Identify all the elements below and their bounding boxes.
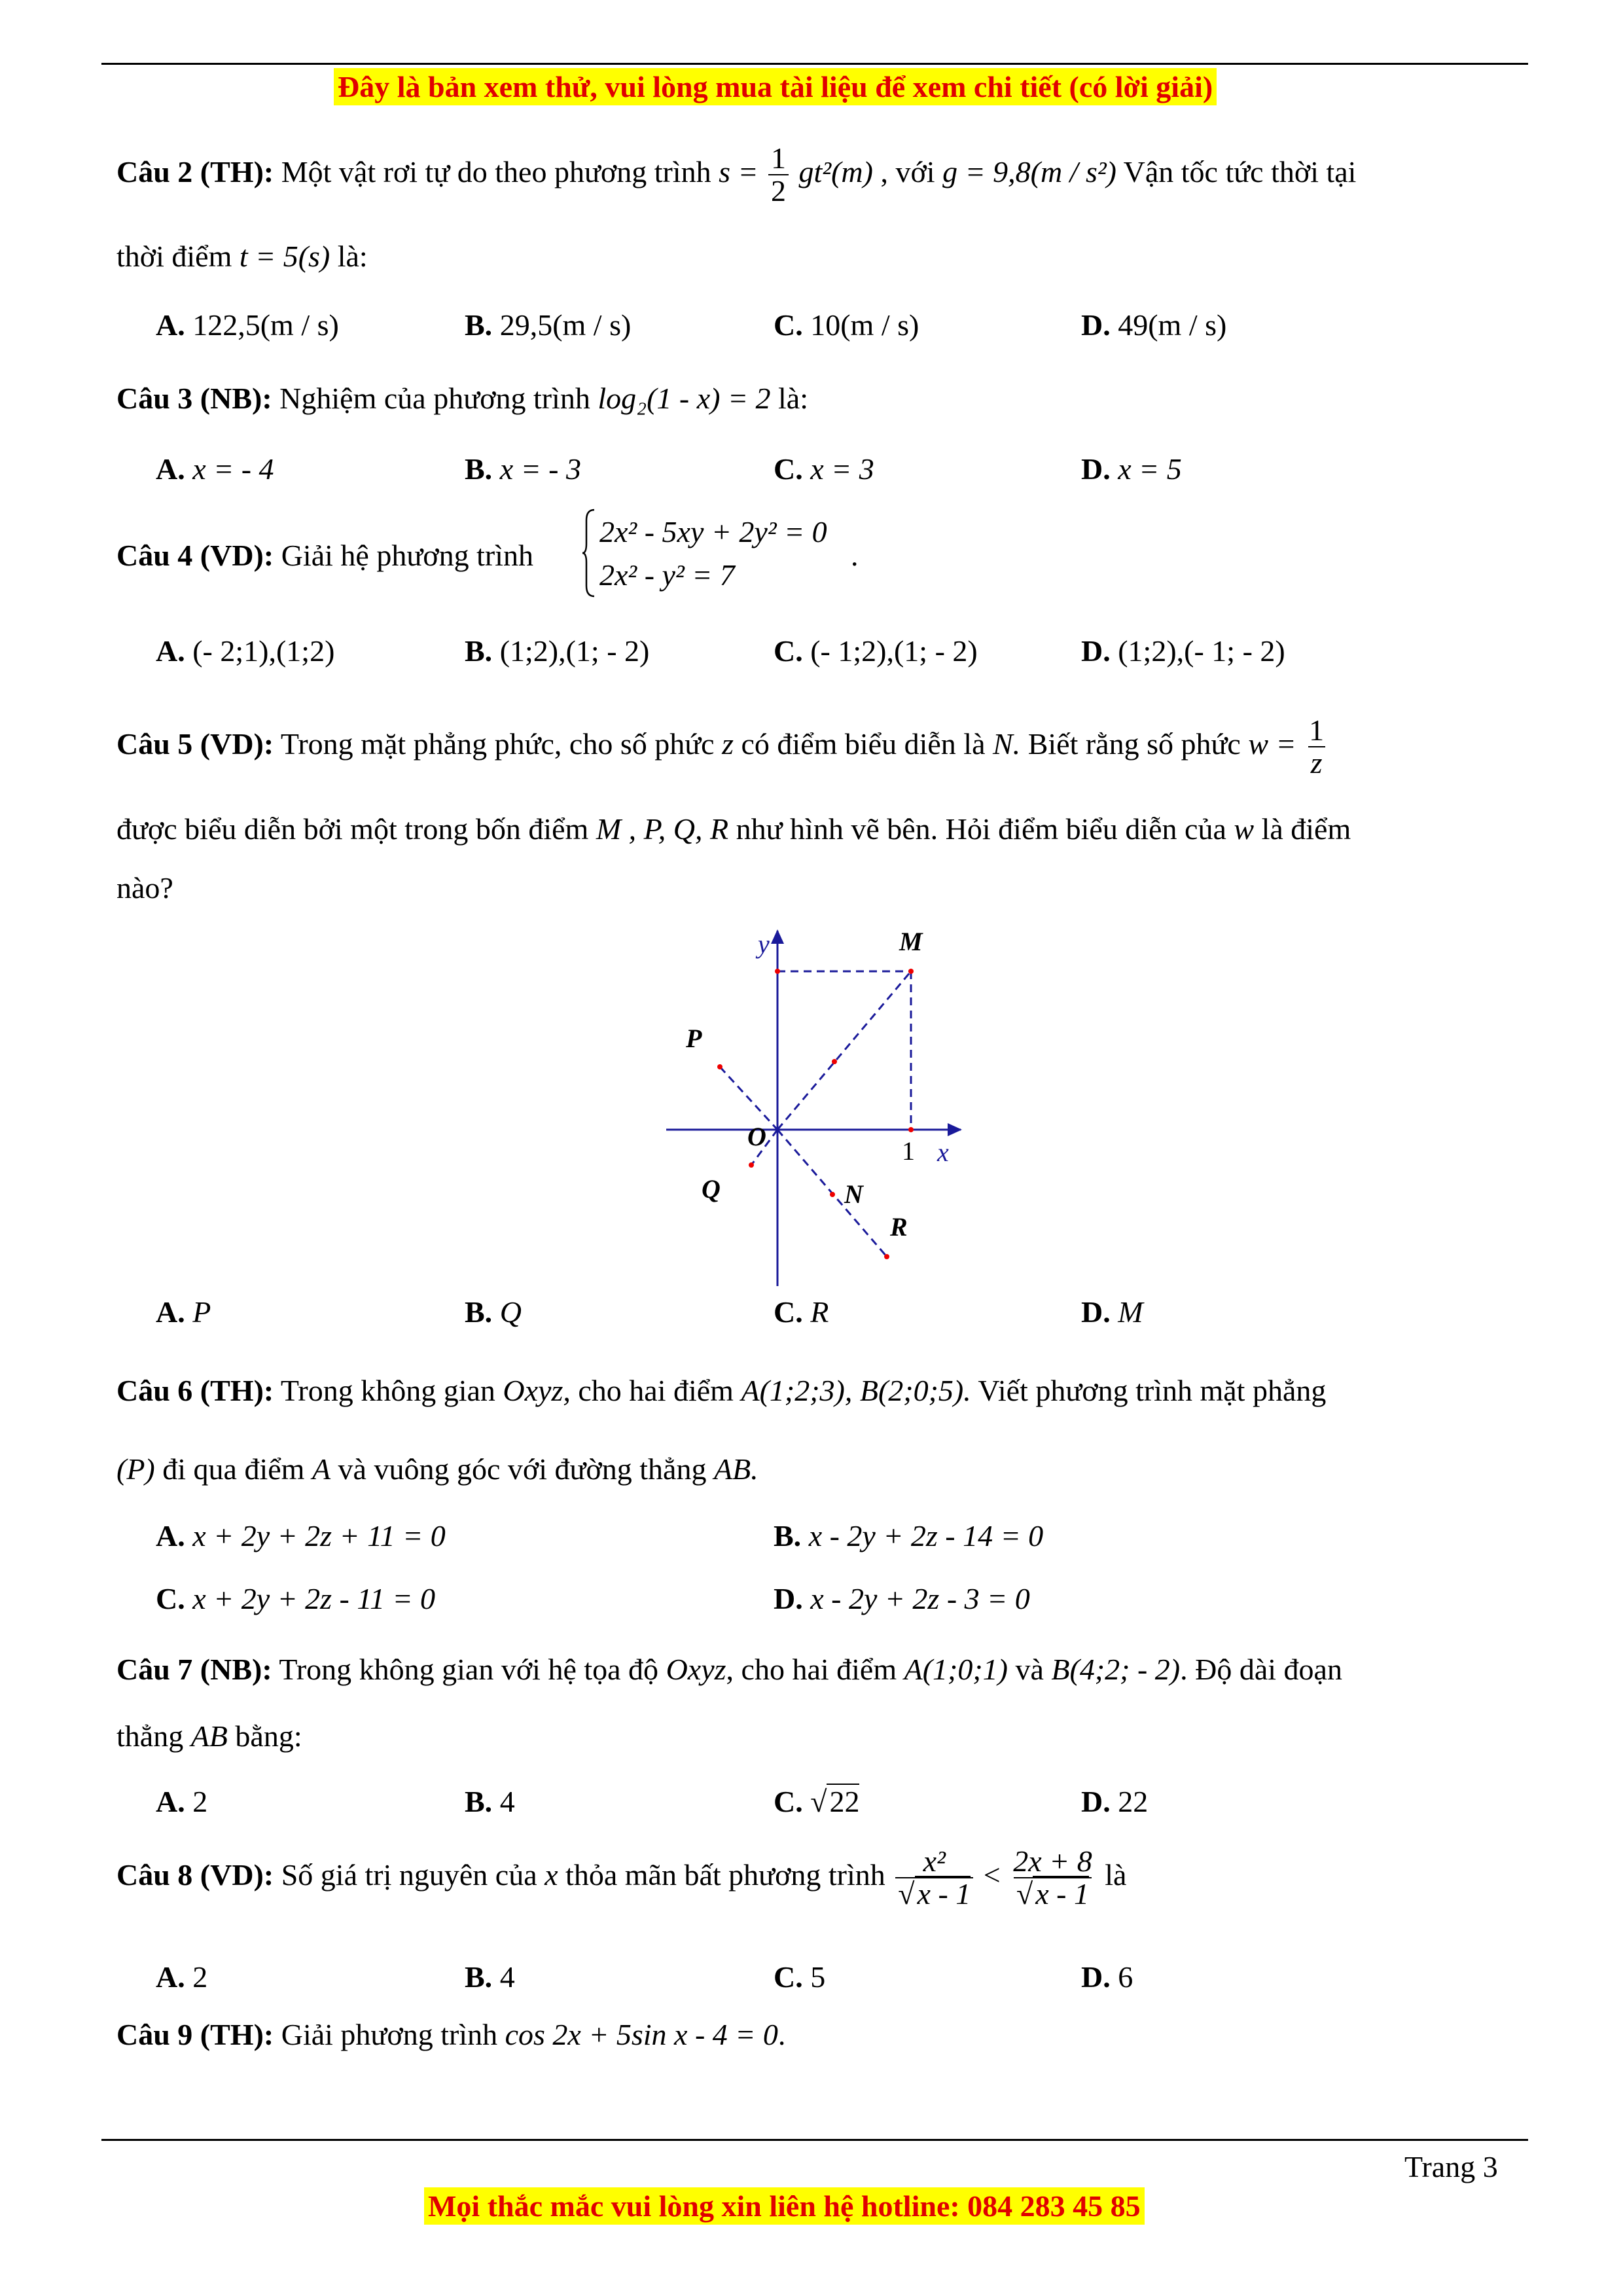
- question-label: Câu 9 (TH):: [116, 2018, 274, 2051]
- label-M: M: [899, 927, 923, 956]
- sqrt-radicand: x - 1: [1033, 1876, 1089, 1910]
- q2-option-b[interactable]: [465, 308, 631, 342]
- question-9-line-1: [116, 2017, 785, 2052]
- question-text: là: [1105, 1857, 1127, 1892]
- question-text: , cho hai điểm: [726, 1653, 897, 1686]
- question-text: Giải hệ phương trình: [281, 539, 533, 572]
- q2-option-c[interactable]: [774, 308, 919, 342]
- question-text: Giải phương trình: [281, 2018, 498, 2051]
- question-text: bằng:: [235, 1719, 302, 1753]
- option-value: M: [1118, 1295, 1143, 1329]
- system-brace: [581, 507, 597, 599]
- question-label: Câu 7 (NB):: [116, 1653, 272, 1686]
- question-label: Câu 8 (VD):: [116, 1857, 274, 1892]
- math-AB: AB.: [713, 1452, 758, 1486]
- fraction-lhs: [895, 1846, 973, 1910]
- option-value: x + 2y + 2z - 11 = 0: [192, 1582, 435, 1615]
- question-3-line-1: [116, 381, 808, 416]
- option-value: 6: [1118, 1960, 1133, 1994]
- x-axis-label: x: [937, 1138, 949, 1167]
- system-period: .: [851, 539, 859, 572]
- q5-option-c[interactable]: [774, 1295, 829, 1329]
- question-5-line-3: nào?: [116, 871, 173, 905]
- math-x: x: [544, 1857, 558, 1892]
- fraction-one-over-z: [1306, 715, 1327, 780]
- option-letter: D.: [1081, 1295, 1111, 1329]
- question-text: được biểu diễn bởi một trong bốn điểm: [116, 812, 589, 846]
- question-text: Biết rằng số phức: [1027, 726, 1241, 761]
- question-5-line-1: [116, 715, 1329, 780]
- point-Q: [749, 1162, 754, 1168]
- math-trig-equation: cos 2x + 5sin x - 4 = 0: [505, 2018, 778, 2051]
- option-letter: B.: [774, 1519, 802, 1552]
- math-t: t = 5(s): [239, 240, 330, 273]
- q8-option-a[interactable]: [156, 1960, 207, 1994]
- less-than-sign: <: [983, 1857, 1001, 1892]
- header-rule: [101, 63, 1528, 65]
- fraction-numerator: 2x + 8: [1013, 1844, 1092, 1878]
- math-g: g = 9,8(m / s²): [942, 154, 1116, 188]
- q6-option-a[interactable]: [156, 1518, 446, 1553]
- question-label: Câu 4 (VD):: [116, 539, 274, 572]
- tick-label-1: 1: [902, 1136, 915, 1166]
- q7-option-d[interactable]: [1081, 1784, 1148, 1819]
- question-4-line-1: [116, 538, 533, 573]
- question-7-line-1: [116, 1652, 1342, 1687]
- question-text: .: [777, 2018, 786, 2051]
- question-text: đi qua điểm: [162, 1452, 305, 1486]
- question-text: cho hai điểm: [578, 1374, 734, 1407]
- q3-option-d[interactable]: [1081, 452, 1182, 486]
- math-w: w =: [1248, 726, 1296, 761]
- page-number: Trang 3: [1404, 2150, 1498, 2183]
- q4-option-a[interactable]: [156, 634, 334, 668]
- fraction-one-half: [768, 143, 789, 207]
- math-points: A(1;2;3), B(2;0;5).: [741, 1374, 971, 1407]
- option-letter: A.: [156, 1295, 185, 1329]
- question-text: thỏa mãn bất phương trình: [565, 1857, 885, 1892]
- q4-option-b[interactable]: [465, 634, 649, 668]
- math-oxyz: Oxyz,: [503, 1374, 571, 1407]
- y-axis-arrow-icon: [771, 929, 784, 944]
- q3-option-c[interactable]: [774, 452, 874, 486]
- option-value: 10(m / s): [810, 308, 919, 342]
- option-value: Q: [499, 1295, 522, 1329]
- option-letter: B.: [465, 308, 493, 342]
- q8-option-d[interactable]: [1081, 1960, 1133, 1994]
- question-text: và: [1015, 1653, 1044, 1686]
- question-text: Trong mặt phẳng phức, cho số phức: [280, 726, 715, 761]
- option-letter: A.: [156, 1960, 185, 1994]
- option-letter: A.: [156, 1785, 185, 1818]
- option-value: x = 5: [1118, 452, 1182, 486]
- question-5-line-2: [116, 812, 1351, 846]
- q7-option-c[interactable]: [774, 1784, 859, 1819]
- option-value: R: [810, 1295, 829, 1329]
- option-value: x - 2y + 2z - 14 = 0: [808, 1519, 1044, 1552]
- q2-option-d[interactable]: [1081, 308, 1226, 342]
- question-2-line-2: [116, 239, 368, 274]
- question-text: và vuông góc với đường thẳng: [338, 1452, 707, 1486]
- option-value: 122,5(m / s): [192, 308, 339, 342]
- option-value: 4: [499, 1785, 515, 1818]
- option-letter: D.: [1081, 452, 1111, 486]
- question-text: thẳng: [116, 1719, 184, 1753]
- math-A: A: [312, 1452, 331, 1486]
- point-R: [884, 1254, 889, 1259]
- dashed-line-p-o: [720, 1067, 777, 1130]
- option-letter: C.: [774, 308, 803, 342]
- q7-option-a[interactable]: [156, 1784, 207, 1819]
- option-letter: D.: [1081, 308, 1111, 342]
- option-value: 29,5(m / s): [499, 308, 632, 342]
- option-value: x = - 3: [499, 452, 581, 486]
- point-M: [908, 969, 914, 974]
- option-letter: C.: [774, 634, 803, 668]
- system-equation-2: 2x² - y² = 7: [599, 558, 735, 592]
- option-value: (1;2),(- 1; - 2): [1118, 634, 1285, 668]
- option-letter: D.: [1081, 1785, 1111, 1818]
- point-midpoint: [832, 1059, 837, 1064]
- math-point-B: B(4;2; - 2): [1051, 1653, 1181, 1686]
- point-P: [717, 1064, 722, 1069]
- question-8-line-1: [116, 1846, 1126, 1910]
- q6-option-b[interactable]: [774, 1518, 1043, 1553]
- equation-system: [599, 511, 827, 597]
- label-O: O: [747, 1122, 766, 1151]
- question-text: Trong không gian: [280, 1374, 495, 1407]
- question-text: Vận tốc tức thời tại: [1123, 154, 1357, 188]
- q8-option-c[interactable]: [774, 1960, 825, 1994]
- option-value: 22: [827, 1784, 859, 1818]
- option-letter: C.: [774, 1785, 803, 1818]
- q3-option-a[interactable]: [156, 452, 274, 486]
- option-value: 22: [1118, 1785, 1149, 1818]
- question-text: Một vật rơi tự do theo phương trình: [281, 154, 711, 188]
- math-oxyz: Oxyz: [666, 1653, 726, 1686]
- option-letter: B.: [465, 634, 493, 668]
- q6-option-d[interactable]: [774, 1581, 1030, 1616]
- header-banner: Đây là bản xem thử, vui lòng mua tài liệu để xem chi tiết (có lời giải): [334, 68, 1217, 105]
- point-N: [830, 1192, 835, 1197]
- point-x1: [908, 1127, 914, 1132]
- option-value: (- 2;1),(1;2): [192, 634, 335, 668]
- option-letter: D.: [1081, 1960, 1111, 1994]
- dashed-line-o-m: [777, 971, 911, 1130]
- question-text: . Độ dài đoạn: [1180, 1653, 1342, 1686]
- x-axis-arrow-icon: [948, 1123, 962, 1136]
- option-value: 2: [192, 1785, 208, 1818]
- question-label: Câu 3 (NB):: [116, 382, 272, 415]
- option-letter: B.: [465, 1785, 493, 1818]
- option-value: 49(m / s): [1118, 308, 1227, 342]
- system-equation-1: 2x² - 5xy + 2y² = 0: [599, 515, 827, 548]
- footer-rule: [101, 2139, 1528, 2141]
- option-letter: C.: [156, 1582, 185, 1615]
- q5-option-d[interactable]: [1081, 1295, 1143, 1329]
- option-value: 5: [810, 1960, 826, 1994]
- question-text: Trong không gian với hệ tọa độ: [279, 1653, 659, 1686]
- option-letter: A.: [156, 1519, 185, 1552]
- fraction-denominator: z: [1308, 746, 1325, 779]
- question-text: Viết phương trình mặt phẳng: [978, 1374, 1327, 1407]
- sqrt-radicand: x - 1: [915, 1876, 971, 1910]
- q4-option-c[interactable]: [774, 634, 978, 668]
- question-text: thời điểm: [116, 240, 232, 273]
- option-value: (- 1;2),(1; - 2): [810, 634, 978, 668]
- question-label: Câu 5 (VD):: [116, 726, 274, 761]
- option-letter: A.: [156, 634, 185, 668]
- q6-option-c[interactable]: [156, 1581, 435, 1616]
- question-6-line-2: [116, 1452, 758, 1486]
- q8-option-b[interactable]: [465, 1960, 515, 1994]
- label-Q: Q: [702, 1174, 721, 1204]
- option-value: x = - 4: [192, 452, 274, 486]
- q5-option-a[interactable]: [156, 1295, 211, 1329]
- option-letter: C.: [774, 1295, 803, 1329]
- question-text: , với: [880, 154, 935, 188]
- math-point-A: A(1;0;1): [904, 1653, 1008, 1686]
- option-letter: A.: [156, 452, 185, 486]
- question-text: Số giá trị nguyên của: [281, 1857, 537, 1892]
- math-points: M , P, Q, R: [596, 812, 729, 846]
- point-y-projection: [775, 969, 780, 974]
- option-letter: A.: [156, 308, 185, 342]
- option-letter: B.: [465, 1295, 493, 1329]
- option-letter: D.: [774, 1582, 803, 1615]
- math-AB: AB: [190, 1719, 228, 1753]
- q3-option-b[interactable]: [465, 452, 581, 486]
- q2-option-a[interactable]: [156, 308, 339, 342]
- math-z: z: [722, 726, 734, 761]
- option-letter: B.: [465, 452, 493, 486]
- sqrt-symbol: √: [810, 1785, 827, 1818]
- question-7-line-2: [116, 1719, 302, 1753]
- q5-option-b[interactable]: [465, 1295, 522, 1329]
- label-N: N: [844, 1179, 863, 1209]
- complex-plane-figure: [654, 916, 982, 1289]
- option-letter: C.: [774, 452, 803, 486]
- label-P: P: [686, 1024, 702, 1053]
- question-text: như hình vẽ bên. Hỏi điểm biểu diễn của: [736, 812, 1226, 846]
- label-R: R: [890, 1212, 908, 1242]
- fraction-denominator: √x - 1: [895, 1877, 973, 1910]
- option-value: (1;2),(1; - 2): [499, 634, 650, 668]
- q7-option-b[interactable]: [465, 1784, 515, 1819]
- q4-option-d[interactable]: [1081, 634, 1285, 668]
- question-text: là điểm: [1261, 812, 1351, 846]
- option-value: P: [192, 1295, 211, 1329]
- fraction-numerator: 1: [1309, 713, 1325, 747]
- option-value: 2: [192, 1960, 208, 1994]
- option-letter: D.: [1081, 634, 1111, 668]
- fraction-numerator: 1: [771, 141, 787, 175]
- question-2-line-1: [116, 143, 1356, 207]
- option-letter: B.: [465, 1960, 493, 1994]
- question-text: là:: [778, 382, 809, 415]
- y-axis-label: y: [758, 929, 770, 959]
- option-value: x + 2y + 2z + 11 = 0: [192, 1519, 446, 1552]
- fraction-denominator: 2: [768, 174, 789, 207]
- option-letter: C.: [774, 1960, 803, 1994]
- option-value: 4: [499, 1960, 515, 1994]
- question-text: là:: [337, 240, 368, 273]
- option-value: x - 2y + 2z - 3 = 0: [810, 1582, 1030, 1615]
- math-plane-P: (P): [116, 1452, 155, 1486]
- question-6-line-1: [116, 1373, 1326, 1408]
- math-s: s =: [719, 154, 758, 188]
- fraction-denominator: √x - 1: [1014, 1877, 1092, 1910]
- footer-banner: Mọi thắc mắc vui lòng xin liên hệ hotline: 084 283 45 85: [424, 2187, 1145, 2225]
- math-w: w: [1234, 812, 1255, 846]
- question-label: Câu 2 (TH):: [116, 154, 274, 188]
- fraction-rhs: [1010, 1846, 1094, 1910]
- option-value: x = 3: [810, 452, 874, 486]
- question-label: Câu 6 (TH):: [116, 1374, 274, 1407]
- question-text: có điểm biểu diễn là: [741, 726, 986, 761]
- math-log-equation: log₂(1 - x) = 2: [597, 382, 771, 415]
- math-gt2: gt²(m): [798, 154, 873, 188]
- math-N: N.: [993, 726, 1021, 761]
- fraction-numerator: x²: [923, 1844, 946, 1878]
- question-text: Nghiệm của phương trình: [279, 382, 590, 415]
